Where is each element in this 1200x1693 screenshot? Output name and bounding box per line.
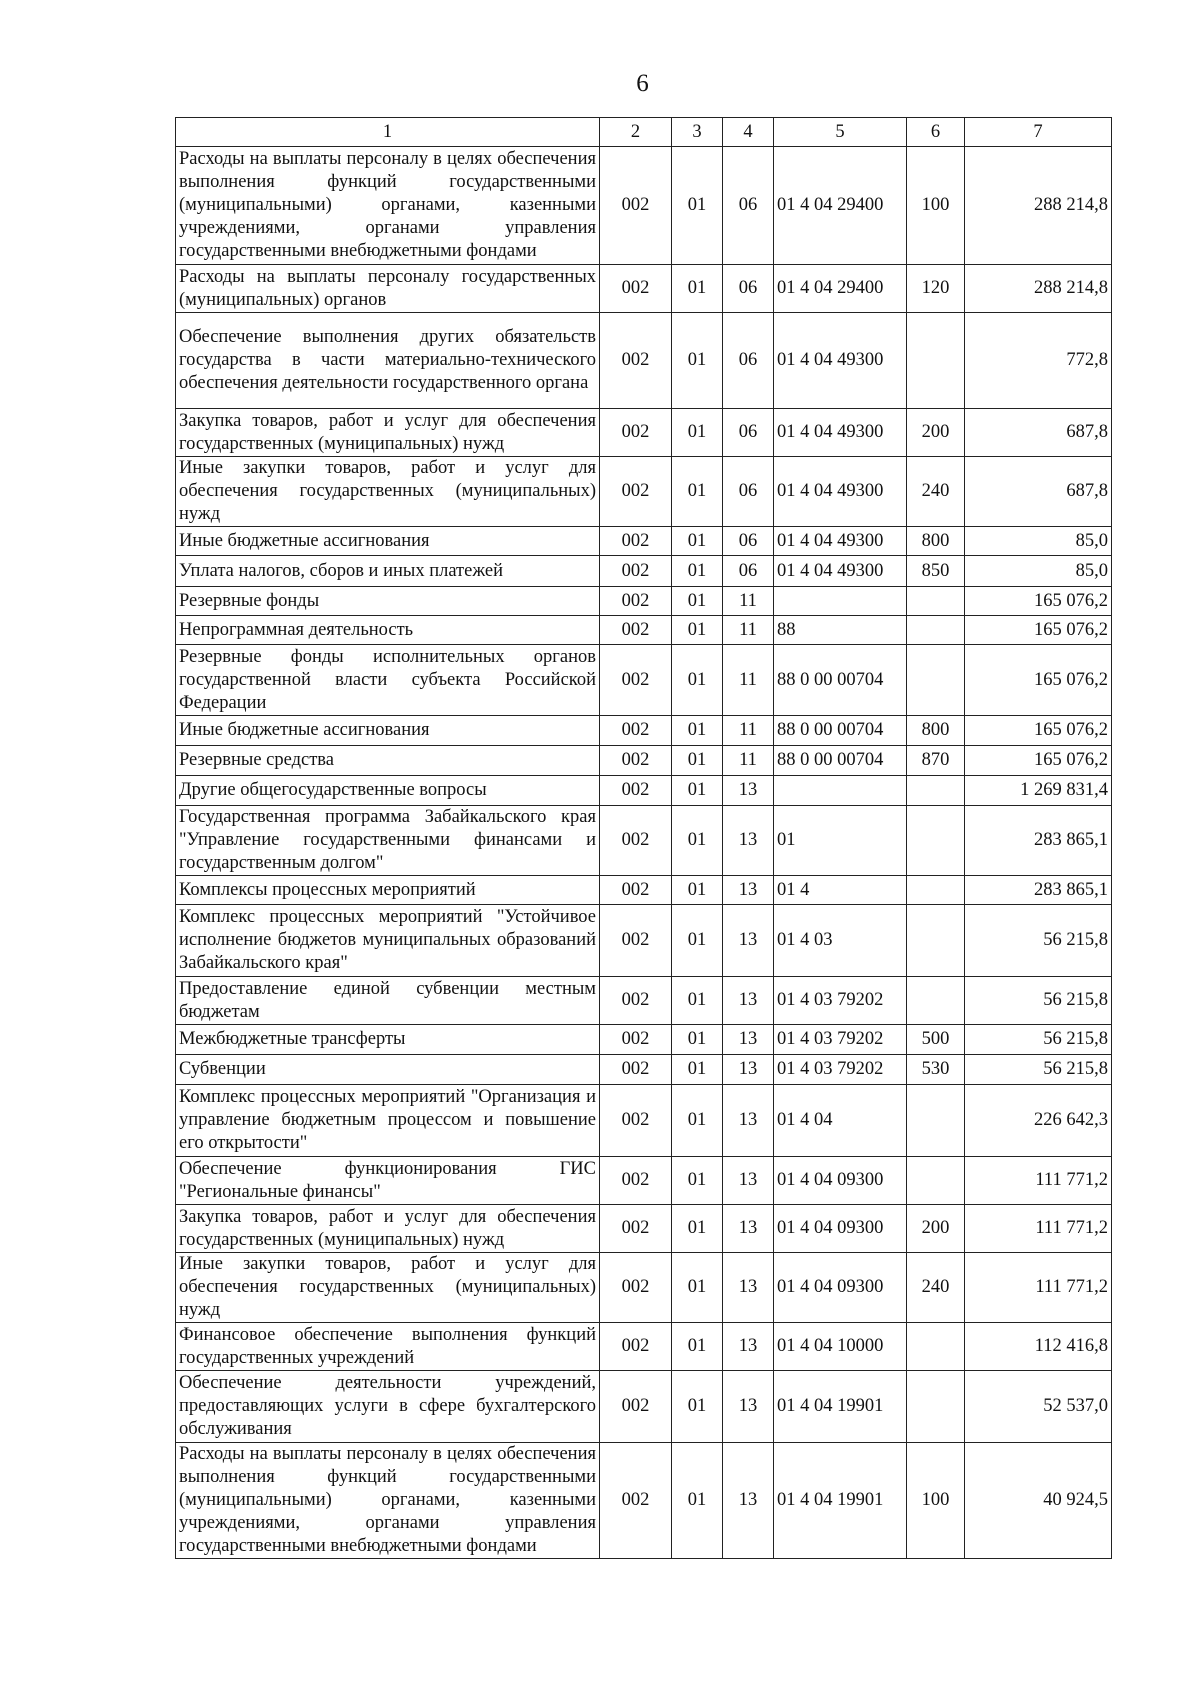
amount-cell: 226 642,3 xyxy=(965,1085,1112,1157)
expense-name-cell: Государственная программа Забайкальского края "Управление государственными финансами и государственным долгом" xyxy=(176,806,600,876)
section-cell: 01 xyxy=(672,457,723,527)
section-cell: 01 xyxy=(672,1253,723,1323)
expense-type-cell: 200 xyxy=(907,1205,965,1253)
table-row xyxy=(176,905,1112,977)
section-cell: 01 xyxy=(672,587,723,616)
expense-type-cell: 240 xyxy=(907,457,965,527)
header-col-5: 5 xyxy=(774,118,907,147)
subsection-cell: 11 xyxy=(723,616,774,645)
expense-name-cell: Иные бюджетные ассигнования xyxy=(176,716,600,746)
expense-type-cell xyxy=(907,905,965,977)
table-row xyxy=(176,1205,1112,1253)
expense-name-cell: Межбюджетные трансферты xyxy=(176,1025,600,1055)
expense-name-cell: Комплекс процессных мероприятий "Устойчивое исполнение бюджетов муниципальных образований Забайкальского края" xyxy=(176,905,600,977)
table-row xyxy=(176,1371,1112,1443)
ministry-code-cell: 002 xyxy=(600,587,672,616)
expense-type-cell: 500 xyxy=(907,1025,965,1055)
section-cell: 01 xyxy=(672,1055,723,1085)
expense-name-cell: Другие общегосударственные вопросы xyxy=(176,776,600,806)
section-cell: 01 xyxy=(672,1157,723,1205)
subsection-cell: 13 xyxy=(723,776,774,806)
section-cell: 01 xyxy=(672,147,723,265)
ministry-code-cell: 002 xyxy=(600,905,672,977)
section-cell: 01 xyxy=(672,1443,723,1559)
subsection-cell: 13 xyxy=(723,1025,774,1055)
expense-type-cell xyxy=(907,313,965,409)
ministry-code-cell: 002 xyxy=(600,746,672,776)
header-col-7: 7 xyxy=(965,118,1112,147)
subsection-cell: 13 xyxy=(723,1443,774,1559)
target-article-cell: 01 4 04 19901 xyxy=(774,1371,907,1443)
section-cell: 01 xyxy=(672,616,723,645)
table-row xyxy=(176,616,1112,645)
ministry-code-cell: 002 xyxy=(600,1323,672,1371)
subsection-cell: 06 xyxy=(723,409,774,457)
table-row xyxy=(176,409,1112,457)
ministry-code-cell: 002 xyxy=(600,147,672,265)
table-row xyxy=(176,556,1112,587)
subsection-cell: 13 xyxy=(723,1085,774,1157)
table-row xyxy=(176,313,1112,409)
expense-type-cell xyxy=(907,1323,965,1371)
expense-name-cell: Иные бюджетные ассигнования xyxy=(176,527,600,556)
ministry-code-cell: 002 xyxy=(600,265,672,313)
section-cell: 01 xyxy=(672,776,723,806)
target-article-cell: 88 0 00 00704 xyxy=(774,645,907,716)
expense-name-cell: Иные закупки товаров, работ и услуг для обеспечения государственных (муниципальных) нужд xyxy=(176,1253,600,1323)
target-article-cell: 01 4 04 09300 xyxy=(774,1253,907,1323)
target-article-cell: 88 0 00 00704 xyxy=(774,716,907,746)
target-article-cell: 01 4 04 09300 xyxy=(774,1205,907,1253)
subsection-cell: 13 xyxy=(723,1055,774,1085)
amount-cell: 165 076,2 xyxy=(965,616,1112,645)
section-cell: 01 xyxy=(672,746,723,776)
target-article-cell: 01 4 04 49300 xyxy=(774,409,907,457)
subsection-cell: 13 xyxy=(723,977,774,1025)
ministry-code-cell: 002 xyxy=(600,313,672,409)
amount-cell: 85,0 xyxy=(965,556,1112,587)
expense-type-cell: 240 xyxy=(907,1253,965,1323)
section-cell: 01 xyxy=(672,977,723,1025)
page-number: 6 xyxy=(636,70,649,97)
table-row xyxy=(176,1085,1112,1157)
section-cell: 01 xyxy=(672,556,723,587)
table-row xyxy=(176,1025,1112,1055)
target-article-cell: 01 4 04 49300 xyxy=(774,527,907,556)
amount-cell: 111 771,2 xyxy=(965,1157,1112,1205)
table-header-row xyxy=(176,118,1112,147)
header-col-3: 3 xyxy=(672,118,723,147)
section-cell: 01 xyxy=(672,265,723,313)
ministry-code-cell: 002 xyxy=(600,1157,672,1205)
table-row xyxy=(176,806,1112,876)
ministry-code-cell: 002 xyxy=(600,457,672,527)
target-article-cell: 01 4 04 10000 xyxy=(774,1323,907,1371)
table-row xyxy=(176,1253,1112,1323)
section-cell: 01 xyxy=(672,313,723,409)
expense-type-cell xyxy=(907,876,965,905)
ministry-code-cell: 002 xyxy=(600,409,672,457)
table-row xyxy=(176,1157,1112,1205)
expense-type-cell xyxy=(907,1157,965,1205)
ministry-code-cell: 002 xyxy=(600,1025,672,1055)
subsection-cell: 11 xyxy=(723,746,774,776)
subsection-cell: 13 xyxy=(723,1205,774,1253)
ministry-code-cell: 002 xyxy=(600,527,672,556)
expense-name-cell: Уплата налогов, сборов и иных платежей xyxy=(176,556,600,587)
target-article-cell: 88 xyxy=(774,616,907,645)
amount-cell: 165 076,2 xyxy=(965,645,1112,716)
expense-name-cell: Обеспечение выполнения других обязательств государства в части материально-технического обеспечения деятельности государственного органа xyxy=(176,313,600,409)
expense-name-cell: Финансовое обеспечение выполнения функций государственных учреждений xyxy=(176,1323,600,1371)
section-cell: 01 xyxy=(672,1205,723,1253)
amount-cell: 687,8 xyxy=(965,409,1112,457)
expense-name-cell: Расходы на выплаты персоналу в целях обеспечения выполнения функций государственными (муниципальными) органами, казенными учреждениями, органами управления государственными внебюджетными фондами xyxy=(176,1443,600,1559)
expense-name-cell: Комплекс процессных мероприятий "Организация и управление бюджетным процессом и повышение его открытости" xyxy=(176,1085,600,1157)
header-col-2: 2 xyxy=(600,118,672,147)
amount-cell: 56 215,8 xyxy=(965,1055,1112,1085)
amount-cell: 112 416,8 xyxy=(965,1323,1112,1371)
amount-cell: 283 865,1 xyxy=(965,806,1112,876)
expense-type-cell xyxy=(907,587,965,616)
subsection-cell: 06 xyxy=(723,457,774,527)
expense-type-cell xyxy=(907,776,965,806)
table-row xyxy=(176,876,1112,905)
expense-type-cell xyxy=(907,1371,965,1443)
expense-type-cell: 100 xyxy=(907,1443,965,1559)
expense-name-cell: Непрограммная деятельность xyxy=(176,616,600,645)
subsection-cell: 13 xyxy=(723,1323,774,1371)
target-article-cell: 01 4 04 49300 xyxy=(774,313,907,409)
expense-type-cell xyxy=(907,645,965,716)
target-article-cell: 88 0 00 00704 xyxy=(774,746,907,776)
expense-type-cell: 850 xyxy=(907,556,965,587)
amount-cell: 40 924,5 xyxy=(965,1443,1112,1559)
subsection-cell: 13 xyxy=(723,1253,774,1323)
expense-type-cell: 120 xyxy=(907,265,965,313)
amount-cell: 56 215,8 xyxy=(965,977,1112,1025)
table-row xyxy=(176,1443,1112,1559)
ministry-code-cell: 002 xyxy=(600,1205,672,1253)
subsection-cell: 11 xyxy=(723,716,774,746)
expense-name-cell: Комплексы процессных мероприятий xyxy=(176,876,600,905)
table-row xyxy=(176,645,1112,716)
expense-type-cell: 530 xyxy=(907,1055,965,1085)
section-cell: 01 xyxy=(672,527,723,556)
header-col-1: 1 xyxy=(176,118,600,147)
ministry-code-cell: 002 xyxy=(600,645,672,716)
ministry-code-cell: 002 xyxy=(600,1253,672,1323)
target-article-cell xyxy=(774,587,907,616)
expense-type-cell: 100 xyxy=(907,147,965,265)
table-body xyxy=(176,147,1112,1559)
amount-cell: 56 215,8 xyxy=(965,1025,1112,1055)
table-row xyxy=(176,265,1112,313)
table-row xyxy=(176,716,1112,746)
amount-cell: 1 269 831,4 xyxy=(965,776,1112,806)
ministry-code-cell: 002 xyxy=(600,1443,672,1559)
target-article-cell xyxy=(774,776,907,806)
amount-cell: 288 214,8 xyxy=(965,265,1112,313)
table-row xyxy=(176,977,1112,1025)
target-article-cell: 01 4 xyxy=(774,876,907,905)
expense-type-cell: 800 xyxy=(907,716,965,746)
target-article-cell: 01 4 03 79202 xyxy=(774,1055,907,1085)
ministry-code-cell: 002 xyxy=(600,806,672,876)
target-article-cell: 01 xyxy=(774,806,907,876)
target-article-cell: 01 4 04 29400 xyxy=(774,265,907,313)
expense-name-cell: Резервные фонды исполнительных органов государственной власти субъекта Российской Федерации xyxy=(176,645,600,716)
expense-name-cell: Закупка товаров, работ и услуг для обеспечения государственных (муниципальных) нужд xyxy=(176,409,600,457)
expense-type-cell xyxy=(907,977,965,1025)
expense-type-cell: 200 xyxy=(907,409,965,457)
expense-name-cell: Резервные средства xyxy=(176,746,600,776)
amount-cell: 52 537,0 xyxy=(965,1371,1112,1443)
budget-table xyxy=(175,117,1112,1559)
expense-type-cell xyxy=(907,1085,965,1157)
subsection-cell: 06 xyxy=(723,265,774,313)
subsection-cell: 06 xyxy=(723,527,774,556)
expense-name-cell: Предоставление единой субвенции местным бюджетам xyxy=(176,977,600,1025)
ministry-code-cell: 002 xyxy=(600,556,672,587)
amount-cell: 56 215,8 xyxy=(965,905,1112,977)
header-col-6: 6 xyxy=(907,118,965,147)
target-article-cell: 01 4 04 49300 xyxy=(774,457,907,527)
ministry-code-cell: 002 xyxy=(600,1371,672,1443)
subsection-cell: 11 xyxy=(723,587,774,616)
ministry-code-cell: 002 xyxy=(600,1055,672,1085)
expense-name-cell: Иные закупки товаров, работ и услуг для обеспечения государственных (муниципальных) нужд xyxy=(176,457,600,527)
section-cell: 01 xyxy=(672,645,723,716)
section-cell: 01 xyxy=(672,1085,723,1157)
target-article-cell: 01 4 04 19901 xyxy=(774,1443,907,1559)
target-article-cell: 01 4 03 xyxy=(774,905,907,977)
ministry-code-cell: 002 xyxy=(600,977,672,1025)
table-row xyxy=(176,746,1112,776)
expense-name-cell: Обеспечение функционирования ГИС "Региональные финансы" xyxy=(176,1157,600,1205)
subsection-cell: 13 xyxy=(723,905,774,977)
table-row xyxy=(176,1055,1112,1085)
target-article-cell: 01 4 04 29400 xyxy=(774,147,907,265)
expense-name-cell: Резервные фонды xyxy=(176,587,600,616)
subsection-cell: 11 xyxy=(723,645,774,716)
subsection-cell: 13 xyxy=(723,876,774,905)
ministry-code-cell: 002 xyxy=(600,876,672,905)
expense-type-cell xyxy=(907,806,965,876)
table-row xyxy=(176,457,1112,527)
subsection-cell: 06 xyxy=(723,313,774,409)
section-cell: 01 xyxy=(672,1371,723,1443)
amount-cell: 283 865,1 xyxy=(965,876,1112,905)
table-row xyxy=(176,776,1112,806)
table-row xyxy=(176,587,1112,616)
amount-cell: 111 771,2 xyxy=(965,1205,1112,1253)
target-article-cell: 01 4 03 79202 xyxy=(774,1025,907,1055)
table-row xyxy=(176,1323,1112,1371)
table-row xyxy=(176,147,1112,265)
amount-cell: 165 076,2 xyxy=(965,716,1112,746)
section-cell: 01 xyxy=(672,806,723,876)
amount-cell: 288 214,8 xyxy=(965,147,1112,265)
section-cell: 01 xyxy=(672,409,723,457)
ministry-code-cell: 002 xyxy=(600,616,672,645)
ministry-code-cell: 002 xyxy=(600,776,672,806)
amount-cell: 165 076,2 xyxy=(965,746,1112,776)
expense-name-cell: Субвенции xyxy=(176,1055,600,1085)
expense-type-cell: 870 xyxy=(907,746,965,776)
ministry-code-cell: 002 xyxy=(600,1085,672,1157)
subsection-cell: 13 xyxy=(723,1371,774,1443)
expense-name-cell: Расходы на выплаты персоналу в целях обеспечения выполнения функций государственными (муниципальными) органами, казенными учреждениями, органами управления государственными внебюджетными фондами xyxy=(176,147,600,265)
section-cell: 01 xyxy=(672,1025,723,1055)
target-article-cell: 01 4 04 49300 xyxy=(774,556,907,587)
subsection-cell: 06 xyxy=(723,147,774,265)
amount-cell: 85,0 xyxy=(965,527,1112,556)
section-cell: 01 xyxy=(672,905,723,977)
table-row xyxy=(176,527,1112,556)
amount-cell: 165 076,2 xyxy=(965,587,1112,616)
subsection-cell: 13 xyxy=(723,806,774,876)
amount-cell: 772,8 xyxy=(965,313,1112,409)
amount-cell: 111 771,2 xyxy=(965,1253,1112,1323)
section-cell: 01 xyxy=(672,876,723,905)
expense-type-cell xyxy=(907,616,965,645)
ministry-code-cell: 002 xyxy=(600,716,672,746)
expense-name-cell: Обеспечение деятельности учреждений, предоставляющих услуги в сфере бухгалтерского обслуживания xyxy=(176,1371,600,1443)
target-article-cell: 01 4 03 79202 xyxy=(774,977,907,1025)
target-article-cell: 01 4 04 xyxy=(774,1085,907,1157)
expense-name-cell: Расходы на выплаты персоналу государственных (муниципальных) органов xyxy=(176,265,600,313)
expense-type-cell: 800 xyxy=(907,527,965,556)
subsection-cell: 13 xyxy=(723,1157,774,1205)
subsection-cell: 06 xyxy=(723,556,774,587)
section-cell: 01 xyxy=(672,1323,723,1371)
amount-cell: 687,8 xyxy=(965,457,1112,527)
header-col-4: 4 xyxy=(723,118,774,147)
section-cell: 01 xyxy=(672,716,723,746)
expense-name-cell: Закупка товаров, работ и услуг для обеспечения государственных (муниципальных) нужд xyxy=(176,1205,600,1253)
target-article-cell: 01 4 04 09300 xyxy=(774,1157,907,1205)
